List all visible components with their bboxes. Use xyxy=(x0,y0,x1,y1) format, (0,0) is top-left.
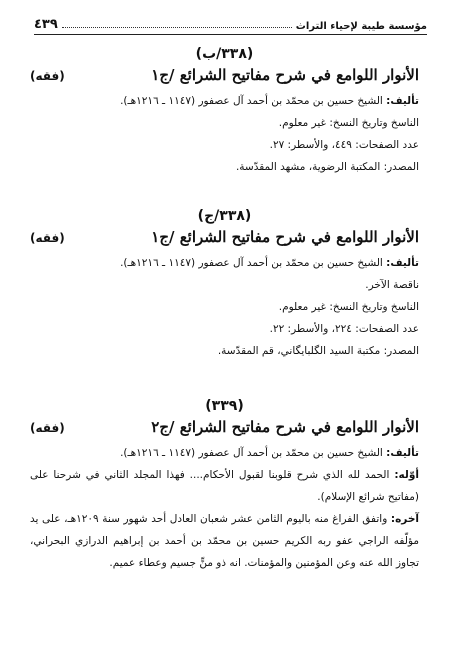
entry-number: (٣٣٩) xyxy=(205,398,244,414)
author-text: الشيخ حسين بن محمّد بن أحمد آل عصفور (١١٤٧ ـ ١٢١٦هـ). xyxy=(120,95,383,107)
entry-author xyxy=(30,252,419,274)
entry-title-row xyxy=(30,66,419,84)
entry-title: الأنوار اللوامع في شرح مفاتيح الشرائع /ج١ xyxy=(151,66,419,84)
catalog-entry xyxy=(30,398,419,574)
entry-number: (٣٣٨/ب) xyxy=(195,46,254,62)
author-label: تأليف: xyxy=(386,447,419,459)
entry-author xyxy=(30,90,419,112)
entry-title: الأنوار اللوامع في شرح مفاتيح الشرائع /ج١ xyxy=(151,228,419,246)
entry-category: (فقه) xyxy=(30,421,65,435)
entry-category: (فقه) xyxy=(30,69,65,83)
header-rule xyxy=(34,34,427,35)
header-dot-leader xyxy=(62,27,292,28)
entry-copyist: الناسخ وتاريخ النسخ: غير معلوم. xyxy=(278,117,419,129)
entry-incipit xyxy=(30,464,419,508)
entry-author xyxy=(30,442,419,464)
entry-colophon xyxy=(30,508,419,574)
author-label: تأليف: xyxy=(386,95,419,107)
colophon-text: واتفق الفراغ منه باليوم الثامن عشر شعبان العادل أحد شهور سنة ١٢٠٩هـ، على يد مؤلّفه الراجي عفو ربه الكريم حسين بن محمّد بن أحمد بن إبراهيم الدرازي البحراني، تجاوز الله عنه وعن المؤمنين والمؤمنات. انه ذو منٍّ جسيم وعطاء عميم. xyxy=(30,513,419,569)
page-header xyxy=(34,14,427,32)
entry-title-row xyxy=(30,228,419,246)
entry-copyist: الناسخ وتاريخ النسخ: غير معلوم. xyxy=(278,301,419,313)
entry-title: الأنوار اللوامع في شرح مفاتيح الشرائع /ج٢ xyxy=(151,418,419,436)
incipit-label: أوّله: xyxy=(394,469,419,481)
entry-pages: عدد الصفحات: ٢٢٤، والأسطر: ٢٢. xyxy=(269,323,419,335)
entry-source: المصدر: المكتبة الرضوية، مشهد المقدّسة. xyxy=(235,161,419,173)
entry-number: (٣٣٨/ج) xyxy=(197,208,252,224)
incipit-text: الحمد لله الذي شرح قلوبنا لقبول الأحكام.... فهذا المجلد الثاني في شرحنا على (مفاتيح شرائع الإسلام). xyxy=(30,469,419,503)
catalog-entry xyxy=(30,208,419,362)
running-title: مؤسسة طيبة لإحياء التراث xyxy=(295,21,427,32)
entry-source: المصدر: مكتبة السيد الگلبايگاني، قم المقدّسة. xyxy=(217,345,419,357)
entry-note: ناقصة الآخر. xyxy=(365,279,419,291)
colophon-label: آخره: xyxy=(390,513,419,525)
author-label: تأليف: xyxy=(386,257,419,269)
entry-pages: عدد الصفحات: ٤٤٩، والأسطر: ٢٧. xyxy=(269,139,419,151)
catalog-entry xyxy=(30,46,419,178)
page-number: ٤٣٩ xyxy=(34,17,58,32)
entry-title-row xyxy=(30,418,419,436)
author-text: الشيخ حسين بن محمّد بن أحمد آل عصفور (١١٤٧ ـ ١٢١٦هـ). xyxy=(120,447,383,459)
entry-category: (فقه) xyxy=(30,231,65,245)
author-text: الشيخ حسين بن محمّد بن أحمد آل عصفور (١١٤٧ ـ ١٢١٦هـ). xyxy=(120,257,383,269)
